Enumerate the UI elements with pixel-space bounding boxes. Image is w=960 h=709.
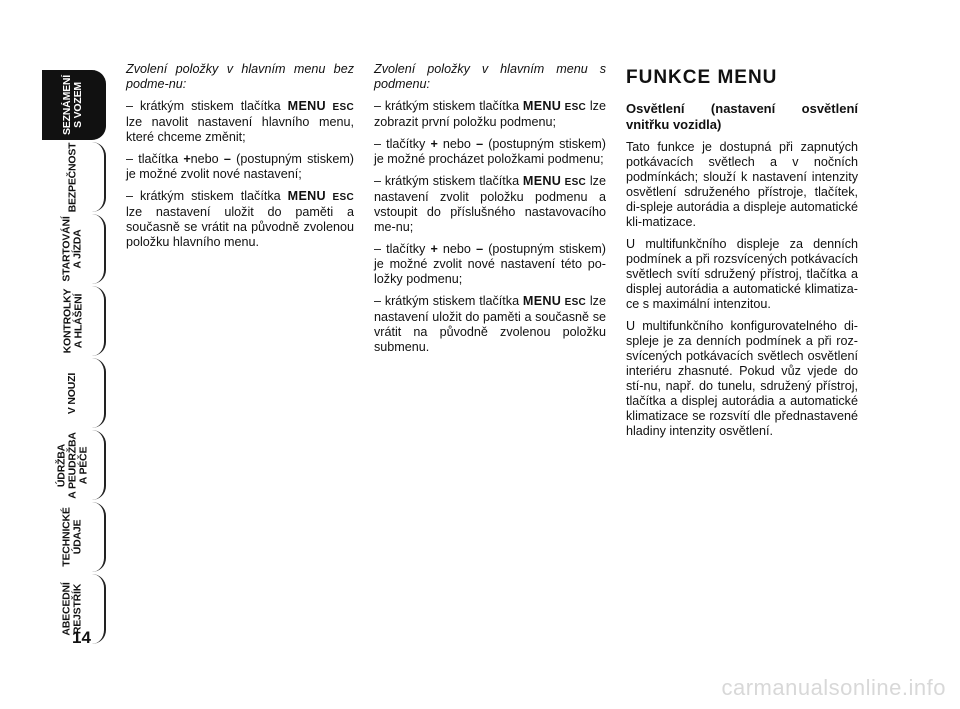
- tab-seznameni-s-vozem[interactable]: [42, 70, 106, 140]
- tab-kontrolky-a-hlaseni[interactable]: [42, 286, 106, 356]
- section-intro: Zvolení položky v hlavním menu s podmenu:: [374, 62, 606, 91]
- tab-label: STARTOVÁNÍ A JÍZDA: [61, 216, 84, 282]
- section-heading: FUNKCE MENU: [626, 67, 778, 88]
- tab-label: ÚDRŽBA A PEUDRŽBA A PÉČE: [55, 431, 90, 499]
- subsection-heading: Osvětlení (nastavení osvětlení vnitřku vozidla): [626, 101, 858, 132]
- body-paragraph: Tato funkce je dostupná při zapnutých potkávacích světlech a v nočních podmínkách; slouží k nastavení intenzity osvětlení sdruženého přístroje, tlačítek, di-spleje autorádia a displeje automatické kli-matizace.: [626, 140, 858, 229]
- instruction-paragraph: – krátkým stiskem tlačítka MENU ESC lze nastavení zvolit položku podmenu a vstoupit do příslušného nastavovacího me-nu;: [374, 174, 606, 234]
- menu-key-label: MENU ESC: [522, 294, 587, 308]
- tab-technicke-udaje[interactable]: [42, 502, 106, 572]
- instruction-paragraph: – krátkým stiskem tlačítka MENU ESC lze nastavení uložit do paměti a současně se vrátit na původně zvolenou položku submenu.: [374, 294, 606, 354]
- minus-symbol: –: [476, 242, 484, 256]
- instruction-paragraph: – krátkým stiskem tlačítka MENU ESC lze navolit nastavení hlavního menu, které chceme změnit;: [126, 99, 354, 144]
- instruction-paragraph: – tlačítky + nebo – (postupným stiskem) je možné zvolit nové nastavení této po-ložky podmenu;: [374, 242, 606, 286]
- section-intro: Zvolení položky v hlavním menu bez podme-nu:: [126, 62, 354, 91]
- plus-symbol: +: [183, 152, 191, 166]
- tab-label: SEZNÁMENÍ S VOZEM: [60, 74, 84, 136]
- watermark: carmanualsonline.info: [721, 675, 946, 700]
- tab-label: V NOUZI: [66, 372, 79, 414]
- instruction-paragraph: – krátkým stiskem tlačítka MENU ESC lze nastavení uložit do paměti a současně se vrátit na původně zvolenou položku hlavního menu.: [126, 189, 354, 249]
- tab-startovani-a-jizda[interactable]: [42, 214, 106, 284]
- column-menu-functions: [626, 67, 858, 446]
- column-main-menu-with-submenu: [374, 62, 606, 362]
- instruction-paragraph: – krátkým stiskem tlačítka MENU ESC lze zobrazit první položku podmenu;: [374, 99, 606, 129]
- plus-symbol: +: [430, 242, 438, 256]
- tab-v-nouzi[interactable]: [42, 358, 106, 428]
- body-paragraph: U multifunkčního displeje za denních podmínek a při rozsvícených potkávacích světlech svítí sdružený přístroj, tlačítka a displej autorádia a automatické klimatiza-ce s maximální intenzitou.: [626, 237, 858, 311]
- tab-bezpecnost[interactable]: [42, 142, 106, 212]
- menu-key-label: MENU ESC: [287, 99, 354, 113]
- page-number: 14: [72, 628, 91, 647]
- plus-symbol: +: [430, 137, 438, 151]
- tab-label: BEZPEČNOST: [66, 142, 79, 212]
- instruction-paragraph: – tlačítky + nebo – (postupným stiskem) je možné procházet položkami podmenu;: [374, 137, 606, 166]
- minus-symbol: –: [476, 137, 484, 151]
- body-paragraph: U multifunkčního konfigurovatelného di-spleje je za denních podmínek a při roz-svícených potkávacích světlech osvětlení interiéru zhasnuté. Pokud vůz vjede do stí-nu, např. do tunelu, sdružený přístroj, tlačítka a displej autorádia a automatické klimatizace se rozsvítí dle přednastavené hladiny intenzity osvětlení.: [626, 319, 858, 438]
- minus-symbol: –: [223, 152, 231, 166]
- tab-label: KONTROLKY A HLÁŠENÍ: [61, 288, 85, 354]
- instruction-paragraph: – tlačítka +nebo – (postupným stiskem) je možné zvolit nové nastavení;: [126, 152, 355, 181]
- column-main-menu-without-submenu: [126, 62, 354, 257]
- tab-udrzba-a-pece[interactable]: [42, 430, 106, 500]
- tab-label: ABECEDNÍ REJSTŘÍK: [61, 582, 84, 636]
- menu-key-label: MENU ESC: [522, 99, 587, 113]
- tab-label: TECHNICKÉ ÚDAJE: [60, 507, 84, 567]
- menu-key-label: MENU ESC: [522, 174, 587, 188]
- menu-key-label: MENU ESC: [287, 189, 354, 203]
